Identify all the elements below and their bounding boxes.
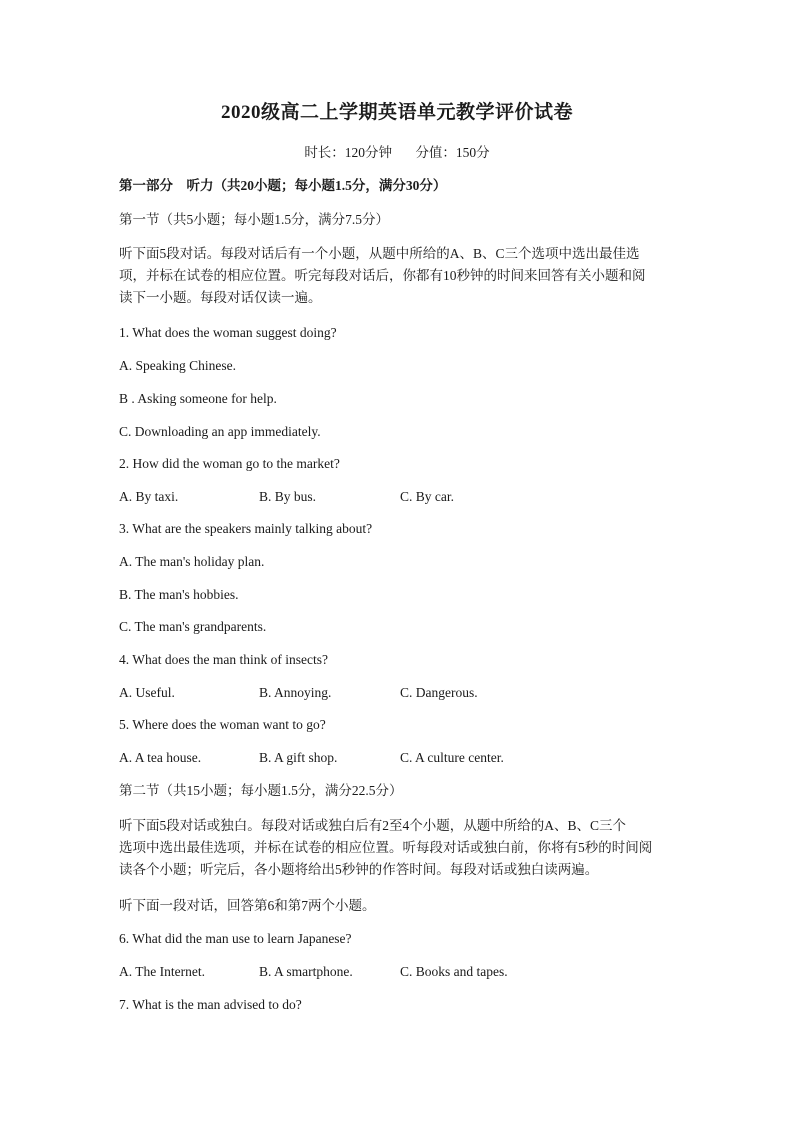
instruction-line: 读下一小题。每段对话仅读一遍。 (119, 290, 322, 305)
instruction-line: 听下面5段对话或独白。每段对话或独白后有2至4个小题，从题中所给的A、B、C三个 (119, 818, 627, 833)
section2-instructions (119, 815, 679, 881)
dialog-intro: 听下面一段对话，回答第6和第7两个小题。 (119, 898, 376, 913)
q4-option-b: B. Annoying. (259, 685, 332, 700)
question-7: 7. What is the man advised to do? (119, 997, 302, 1012)
q2-option-a: A. By taxi. (119, 489, 179, 504)
question-4: 4. What does the man think of insects? (119, 652, 328, 667)
q1-option-b: B . Asking someone for help. (119, 391, 277, 406)
page-title: 2020级高二上学期英语单元教学评价试卷 (220, 102, 573, 123)
q6-option-b: B. A smartphone. (259, 964, 353, 979)
question-3: 3. What are the speakers mainly talking about? (119, 521, 373, 536)
q1-option-c: C. Downloading an app immediately. (119, 424, 321, 439)
q6-option-a: A. The Internet. (119, 964, 205, 979)
q2-option-c: C. By car. (400, 489, 454, 504)
section1-instructions (119, 243, 679, 309)
q5-option-c: C. A culture center. (400, 750, 504, 765)
q5-option-a: A. A tea house. (119, 750, 202, 765)
question-2: 2. How did the woman go to the market? (119, 456, 340, 471)
question-5: 5. Where does the woman want to go? (119, 717, 326, 732)
q6-option-c: C. Books and tapes. (400, 964, 508, 979)
instruction-line: 选项中选出最佳选项，并标在试卷的相应位置。听每段对话或独白前，你将有5秒的时间阅 (119, 840, 653, 855)
q3-option-b: B. The man's hobbies. (119, 587, 239, 602)
question-6: 6. What did the man use to learn Japanese? (119, 931, 352, 946)
score-label: 分值：150分 (415, 145, 490, 160)
q3-option-a: A. The man's holiday plan. (119, 554, 265, 569)
q1-option-a: A. Speaking Chinese. (119, 358, 236, 373)
q5-options (119, 748, 679, 768)
q4-option-c: C. Dangerous. (400, 685, 478, 700)
q2-option-b: B. By bus. (259, 489, 317, 504)
q6-options (119, 962, 679, 982)
exam-meta (0, 141, 794, 161)
q2-options (119, 487, 679, 507)
instruction-line: 读各个小题；听完后，各小题将给出5秒钟的作答时间。每段对话或独白读两遍。 (119, 862, 599, 877)
q3-option-c: C. The man's grandparents. (119, 619, 267, 634)
section2-heading: 第二节（共15小题；每小题1.5分，满分22.5分） (119, 783, 403, 798)
question-1: 1. What does the woman suggest doing? (119, 325, 337, 340)
part1-heading: 第一部分 听力（共20小题；每小题1.5分，满分30分） (119, 178, 447, 193)
instruction-line: 项，并标在试卷的相应位置。听完每段对话后，你都有10秒钟的时间来回答有关小题和阅 (119, 268, 646, 283)
q4-option-a: A. Useful. (119, 685, 175, 700)
q5-option-b: B. A gift shop. (259, 750, 338, 765)
q4-options (119, 683, 679, 703)
section1-heading: 第一节（共5小题；每小题1.5分，满分7.5分） (119, 212, 389, 227)
instruction-line: 听下面5段对话。每段对话后有一个小题，从题中所给的A、B、C三个选项中选出最佳选 (119, 246, 640, 261)
duration-label: 时长：120分钟 (304, 145, 393, 160)
